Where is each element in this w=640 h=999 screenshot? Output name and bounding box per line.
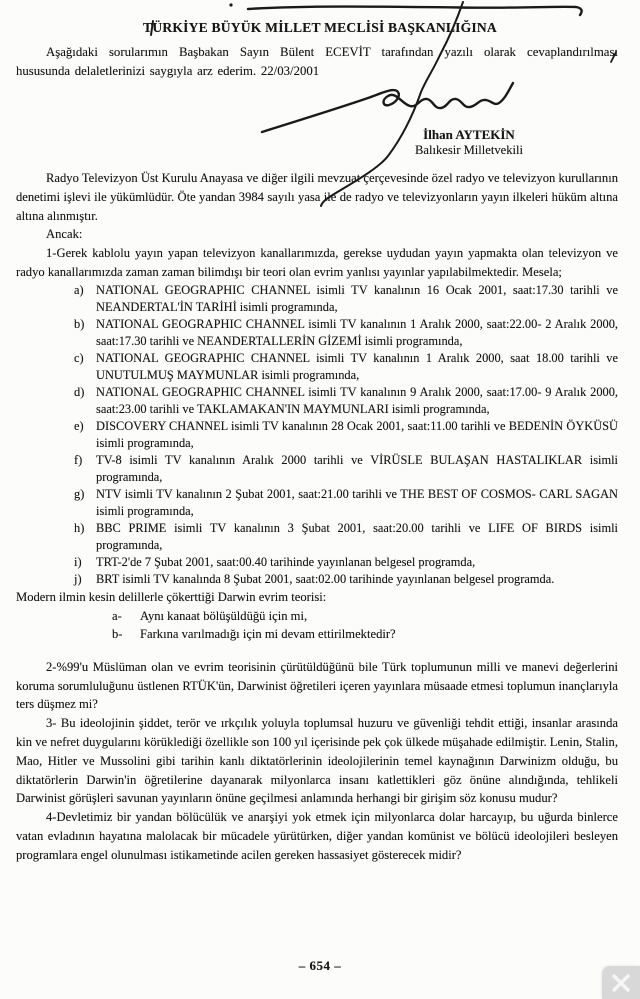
list-item xyxy=(74,418,618,452)
question-4: 4-Devletimiz bir yandan bölücülük ve anarşiyi yok etmek için milyonlarca dolar harcayıp, bu uğurda binlerce vatan evladının hayatına malolacak bir mücadele yürütürken, diğer yandan komünist ve bölücü ideolojileri besleyen programlara engel olunulması istikametinde acilen gereken hassasiyet gösterecek midir? xyxy=(16,810,618,862)
page-number: – 654 – xyxy=(298,958,342,973)
list-item-marker: i) xyxy=(74,554,82,569)
signature-name: İlhan AYTEKİN xyxy=(423,127,515,142)
list-item-text: Aynı kanaat bölüşüldüğü için mi, xyxy=(140,608,308,623)
list-item-marker: h) xyxy=(74,520,85,535)
list-item-text: DISCOVERY CHANNEL isimli TV kanalının 28 Ocak 2001, saat:11.00 tarihli ve BEDENİN ÖYKÜSÜ isimli programında, xyxy=(96,418,618,450)
question-3: 3- Bu ideolojinin şiddet, terör ve ırkçılık yoluyla toplumsal huzuru ve güvenliği tehdit ettiği, insanlar arasında kin ve nefret duygularını körüklediği özellikle son 100 yıl içerisinde pek çok ülkede müşahade edilmiştir. Lenin, Stalin, Mao, Hitler ve Mussolini gibi tarihin kanlı diktatörlerinin ideolojilerinin temel kaynağının Darwinizm olduğu, bu diktatörlerin Darwin'in öğretilerine dayanarak milyonlarca insanı katlettikleri göz önüne alındığında, tehlikeli Darwinist görüşleri savunan yayınların önüne geçilmesi anlamında herhangi bir girişim söz konusu mudur? xyxy=(16,716,618,806)
document-title: TÜRKİYE BÜYÜK MİLLET MECLİSİ BAŞKANLIĞINA xyxy=(143,20,497,35)
list-item xyxy=(112,625,618,644)
list-item xyxy=(74,282,618,316)
list-item-text: BRT isimli TV kanalında 8 Şubat 2001, saat:02.00 tarihinde yayınlanan belgesel programda. xyxy=(96,571,555,586)
list-item xyxy=(74,384,618,418)
close-button[interactable] xyxy=(602,966,640,999)
list-item-marker: e) xyxy=(74,418,84,433)
darwin-theory-line: Modern ilmin kesin delillerle çökerttiği Darwin evrim teorisi: xyxy=(16,589,327,604)
list-item-text: NATIONAL GEOGRAPHIC CHANNEL isimli TV kanalının 1 Aralık 2000, saat:22.00- 2 Aralık 2000, saat:17.30 tarihli ve NEANDERTALLERİN GİZEMİ isimli programında, xyxy=(96,316,618,348)
list-item-marker: a- xyxy=(112,608,122,623)
list-item-text: NATIONAL GEOGRAPHIC CHANNEL isimli TV kanalının 9 Aralık 2000, saat:17.00- 9 Aralık 2000, saat:23.00 tarihli ve TAKLAMAKAN'IN MAYMUNLARI isimli programında, xyxy=(96,384,618,416)
question-2: 2-%99'u Müslüman olan ve evrim teorisinin çürütüldüğünü bile Türk toplumunun milli ve manevi değerlerini koruma sorumluluğunu üstlenen RTÜK'ün, Darwinist öğretileri içeren yayınlara müsaade etmesi toplumun inançlarıyla ters düşmez mi? xyxy=(16,659,618,712)
ancak-label: Ancak: xyxy=(46,227,83,242)
list-item-marker: a) xyxy=(74,282,84,297)
paragraph-rtuk: Radyo Televizyon Üst Kurulu Anayasa ve diğer ilgili mevzuat çerçevesinde özel radyo ve televizyon kurullarının denetimi işlevi ile yükümlüdür. Öte yandan 3984 sayılı yasa ile de radyo ve televizyonların yayın ilkeleri hüküm altına altına alınmıştır. xyxy=(16,171,618,223)
list-item xyxy=(74,350,618,384)
list-item-text: Farkına varılmadığı için mi devam ettirilmektedir? xyxy=(140,627,396,642)
list-item-marker: g) xyxy=(74,486,85,501)
list-item-marker: b- xyxy=(112,627,123,642)
list-item-text: NATIONAL GEOGRAPHIC CHANNEL isimli TV kanalının 1 Aralık 2000, saat 18.00 tarihli ve UNUTULMUŞ MAYMUNLAR isimli programında, xyxy=(96,350,618,382)
list-item-marker: c) xyxy=(74,350,84,365)
sub-option-list xyxy=(112,607,618,644)
list-item xyxy=(112,607,618,626)
list-item xyxy=(74,571,618,588)
list-item-text: TRT-2'de 7 Şubat 2001, saat:00.40 tarihinde yayınlanan belgesel programda, xyxy=(96,554,476,569)
list-item-text: NATIONAL GEOGRAPHIC CHANNEL isimli TV kanalının 16 Ocak 2001, saat:17.30 tarihli ve NEANDERTAL'İN TARİHİ isimli programında, xyxy=(96,282,618,314)
question-1-intro: 1-Gerek kablolu yayın yapan televizyon kanallarımızda, gerekse uydudan yayın yapmakta olan televizyon ve radyo kanallarımızda zaman zaman bilimdışı bir teori olan evrim yanlısı yayınlar yapılabilmektedir. Mesela; xyxy=(16,246,618,279)
list-item xyxy=(74,452,618,486)
list-item xyxy=(74,316,618,350)
list-item-marker: b) xyxy=(74,316,85,331)
signature-block xyxy=(0,81,640,169)
close-icon xyxy=(610,972,632,994)
tv-program-list xyxy=(74,282,618,588)
signature-role: Balıkesir Milletvekili xyxy=(414,143,524,157)
list-item xyxy=(74,520,618,554)
list-item-marker: j) xyxy=(74,571,82,586)
list-item-text: NTV isimli TV kanalının 2 Şubat 2001, saat:21.00 tarihli ve THE BEST OF COSMOS- CARL SAGAN isimli programında, xyxy=(96,486,618,518)
document-body xyxy=(16,169,618,865)
list-item-marker: d) xyxy=(74,384,85,399)
intro-paragraph: Aşağıdaki sorularımın Başbakan Sayın Bülent ECEVİT tarafından yazılı olarak cevaplandırılması hususunda delaletlerinizi saygıyla arz ederim. 22/03/2001 xyxy=(16,45,618,78)
list-item-marker: f) xyxy=(74,452,83,467)
list-item-text: TV-8 isimli TV kanalının Aralık 2000 tarihli ve VİRÜSLE BULAŞAN HASTALIKLAR isimli programında, xyxy=(96,452,618,484)
list-item xyxy=(74,554,618,571)
list-item xyxy=(74,486,618,520)
list-item-text: BBC PRIME isimli TV kanalının 3 Şubat 2001, saat:20.00 tarihli ve LIFE OF BIRDS isimli programında, xyxy=(96,520,618,552)
